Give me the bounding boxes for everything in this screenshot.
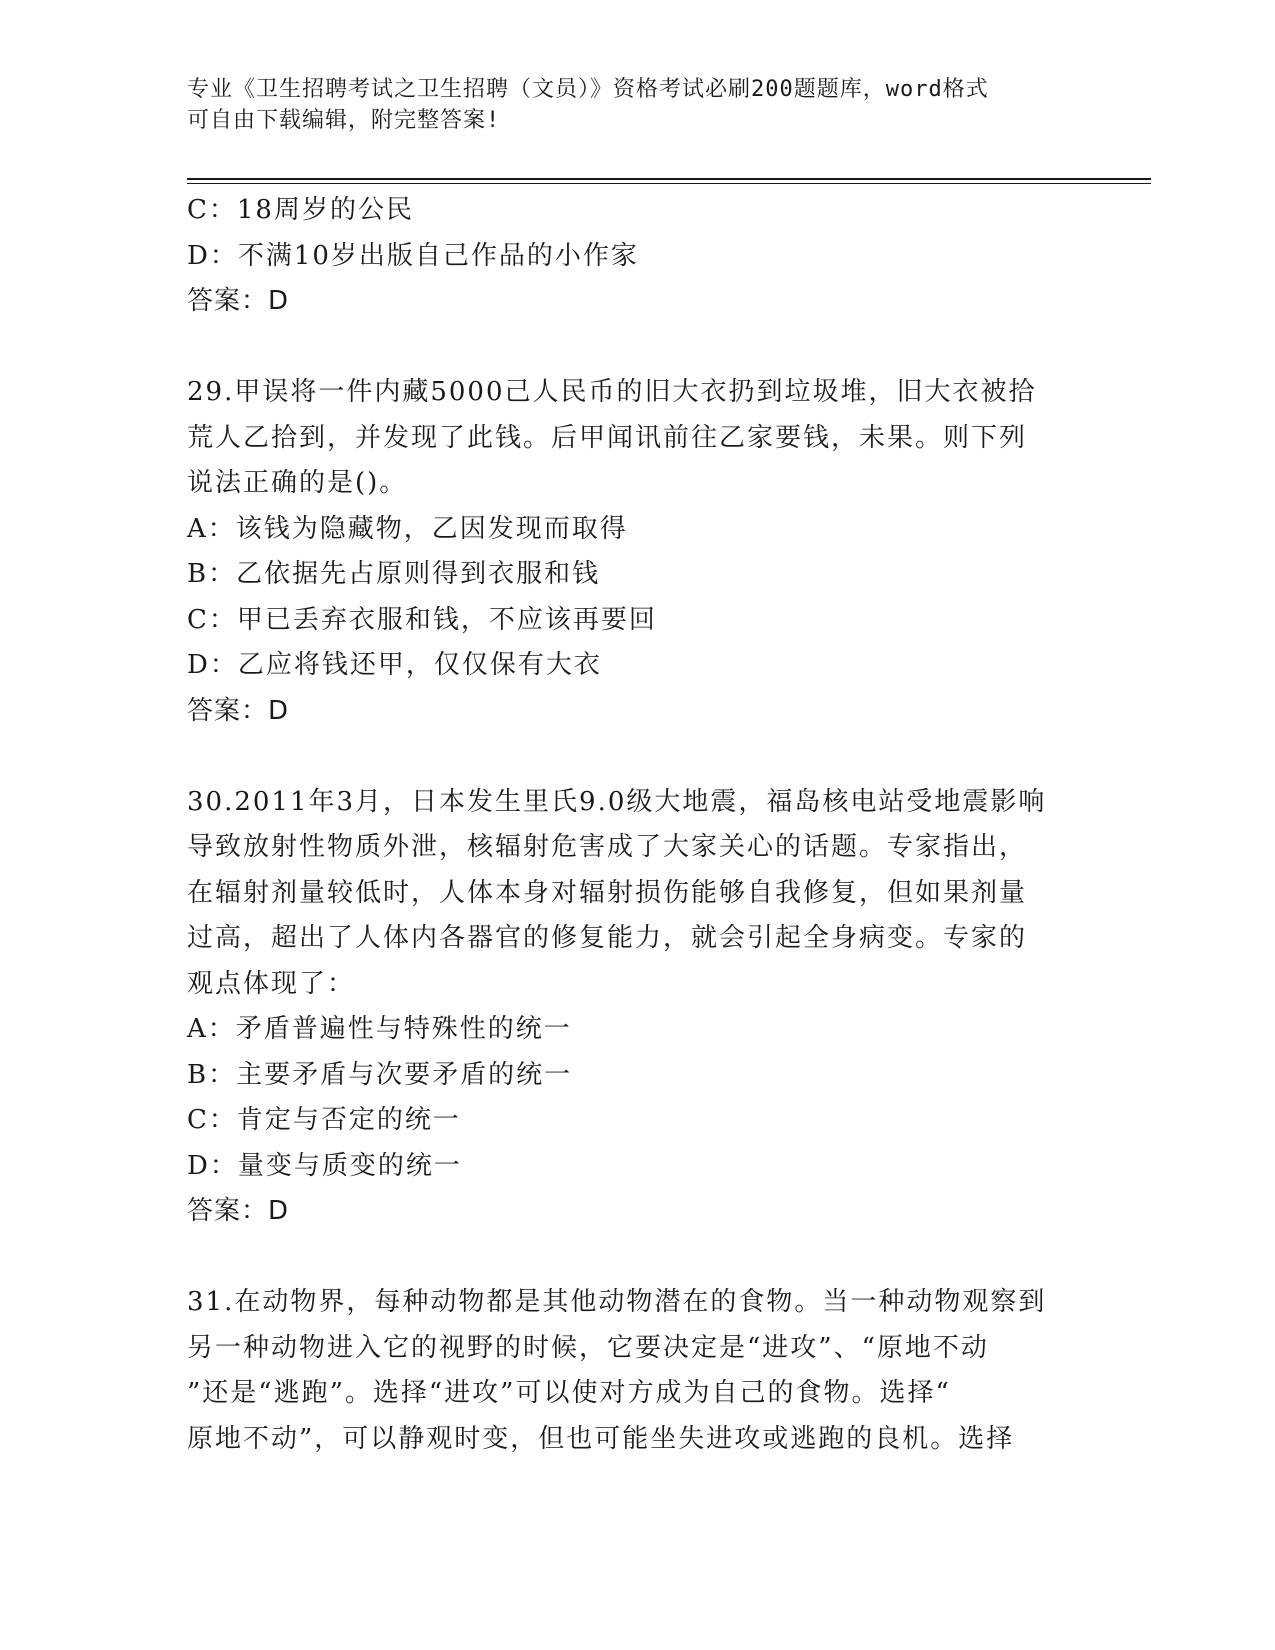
question-stem: 导致放射性物质外泄，核辐射危害成了大家关心的话题。专家指出， [187,832,1028,862]
header-rule-thick [187,178,1151,180]
question-stem: ”还是“逃跑”。选择“进攻”可以使对方成为自己的食物。选择“ [187,1378,951,1408]
option-b: B：主要矛盾与次要矛盾的统一 [187,1059,573,1090]
question-stem: 说法正确的是()。 [187,468,408,498]
option-c: C：甲已丢弃衣服和钱，不应该再要回 [187,604,657,635]
question-28 [187,188,1087,325]
header-line-1: 专业《卫生招聘考试之卫生招聘（文员）》资格考试必刷200题题库，word格式 [187,77,989,102]
question-stem: 30.2011年3月，日本发生里氏9.0级大地震，福岛核电站受地震影响 [187,786,1047,817]
question-31 [187,1280,1087,1462]
header-rule-thin [187,183,1151,184]
answer: 答案：D [187,1196,290,1226]
option-d: D：量变与质变的统一 [187,1150,462,1181]
spacer [187,325,1087,371]
question-30 [187,780,1087,1235]
option-a: A：矛盾普遍性与特殊性的统一 [187,1014,572,1044]
option-b: B：乙依据先占原则得到衣服和钱 [187,559,601,589]
question-stem: 29.甲误将一件内藏5000己人民币的旧大衣扔到垃圾堆，旧大衣被拾 [187,377,1037,407]
question-stem: 观点体现了： [187,968,356,999]
question-stem: 原地不动”，可以静观时变，但也可能坐失进攻或逃跑的良机。选择 [187,1423,1015,1454]
option-d: D：不满10岁出版自己作品的小作家 [187,240,639,271]
question-29 [187,370,1087,734]
option-d: D：乙应将钱还甲，仅仅保有大衣 [187,650,602,680]
question-stem: 荒人乙拾到，并发现了此钱。后甲闻讯前往乙家要钱，未果。则下列 [187,422,1028,453]
spacer [187,1235,1087,1281]
answer: 答案：D [187,286,290,316]
question-stem: 31.在动物界，每种动物都是其他动物潜在的食物。当一种动物观察到 [187,1287,1047,1317]
option-c: C：18周岁的公民 [187,195,414,225]
question-stem: 另一种动物进入它的视野的时候，它要决定是“进攻”、“原地不动 [187,1332,989,1363]
question-content [187,188,1087,1462]
header-line-2: 可自由下载编辑，附完整答案! [187,108,501,133]
spacer [187,734,1087,780]
option-a: A：该钱为隐藏物，乙因发现而取得 [187,513,628,544]
document-header [187,74,1087,136]
question-stem: 过高，超出了人体内各器官的修复能力，就会引起全身病变。专家的 [187,923,1028,953]
answer: 答案：D [187,695,290,726]
option-c: C：肯定与否定的统一 [187,1105,461,1135]
question-stem: 在辐射剂量较低时，人体本身对辐射损伤能够自我修复，但如果剂量 [187,877,1028,908]
